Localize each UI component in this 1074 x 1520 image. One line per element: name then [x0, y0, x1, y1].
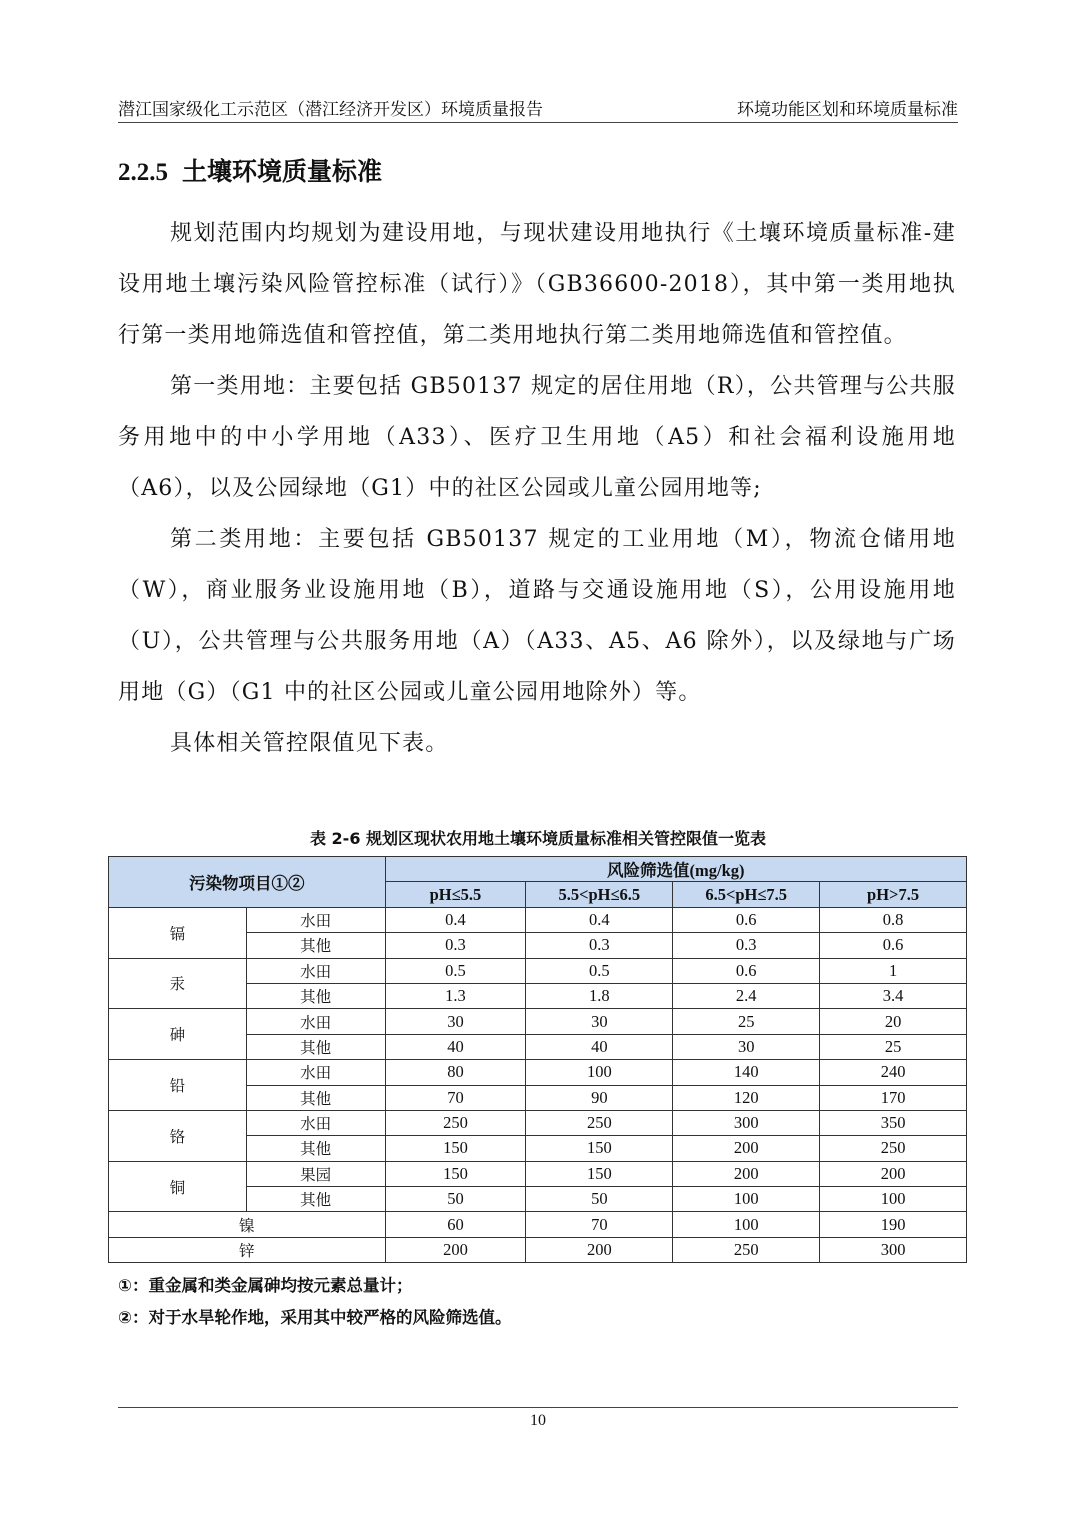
header-ph: pH≤5.5: [385, 882, 526, 907]
value-cell: 150: [526, 1161, 673, 1186]
value-cell: 2.4: [673, 983, 820, 1008]
value-cell: 25: [673, 1009, 820, 1034]
value-cell: 25: [820, 1034, 967, 1059]
note: ①：重金属和类金属砷均按元素总量计；: [118, 1276, 413, 1295]
value-cell: 0.3: [385, 933, 526, 958]
section-number: 2.2.5: [118, 159, 168, 186]
value-cell: 0.6: [820, 933, 967, 958]
value-cell: 0.4: [385, 907, 526, 932]
value-cell: 0.3: [526, 933, 673, 958]
pollutant-cell: 锌: [109, 1237, 386, 1262]
value-cell: 200: [820, 1161, 967, 1186]
value-cell: 200: [673, 1161, 820, 1186]
footer-rule: [118, 1407, 958, 1408]
value-cell: 150: [385, 1136, 526, 1161]
value-cell: 0.5: [385, 958, 526, 983]
value-cell: 300: [820, 1237, 967, 1262]
header-left: 潜江国家级化工示范区（潜江经济开发区）环境质量报告: [118, 100, 543, 120]
value-cell: 0.3: [673, 933, 820, 958]
paragraph: 规划范围内均规划为建设用地，与现状建设用地执行《土壤环境质量标准-建设用地土壤污染风险管控标准（试行）》（GB36600-2018），其中第一类用地执行第一类用地筛选值和管控值，第二类用地执行第二类用地筛选值和管控值。: [118, 221, 956, 348]
pollutant-cell: 铬: [109, 1110, 247, 1161]
value-cell: 250: [526, 1110, 673, 1135]
value-cell: 200: [385, 1237, 526, 1262]
land-type-cell: 其他: [246, 1034, 385, 1059]
header-right: 环境功能区划和环境质量标准: [737, 100, 958, 120]
limits-table: [108, 856, 967, 1263]
table-row: [109, 1060, 967, 1085]
header-ph: 5.5<pH≤6.5: [526, 882, 673, 907]
value-cell: 250: [385, 1110, 526, 1135]
pollutant-cell: 铜: [109, 1161, 247, 1212]
table-row: [109, 1161, 967, 1186]
value-cell: 30: [385, 1009, 526, 1034]
value-cell: 120: [673, 1085, 820, 1110]
pollutant-cell: 砷: [109, 1009, 247, 1060]
land-type-cell: 其他: [246, 1187, 385, 1212]
value-cell: 200: [526, 1237, 673, 1262]
paragraph: 第一类用地：主要包括 GB50137 规定的居住用地（R），公共管理与公共服务用地中的中小学用地（A33）、医疗卫生用地（A5）和社会福利设施用地（A6），以及公园绿地（G1）中的社区公园或儿童公园用地等;: [118, 374, 956, 501]
table-row: [109, 958, 967, 983]
land-type-cell: 其他: [246, 1136, 385, 1161]
page-number: 10: [530, 1412, 546, 1429]
value-cell: 50: [385, 1187, 526, 1212]
value-cell: 0.4: [526, 907, 673, 932]
value-cell: 50: [526, 1187, 673, 1212]
value-cell: 300: [673, 1110, 820, 1135]
land-type-cell: 其他: [246, 1085, 385, 1110]
value-cell: 1: [820, 958, 967, 983]
table-body: [109, 907, 967, 1262]
value-cell: 250: [673, 1237, 820, 1262]
pollutant-cell: 铅: [109, 1060, 247, 1111]
value-cell: 70: [526, 1212, 673, 1237]
value-cell: 190: [820, 1212, 967, 1237]
value-cell: 100: [820, 1187, 967, 1212]
value-cell: 150: [526, 1136, 673, 1161]
land-type-cell: 果园: [246, 1161, 385, 1186]
value-cell: 140: [673, 1060, 820, 1085]
land-type-cell: 水田: [246, 1060, 385, 1085]
pollutant-cell: 汞: [109, 958, 247, 1009]
value-cell: 100: [673, 1187, 820, 1212]
land-type-cell: 水田: [246, 1110, 385, 1135]
note: ②：对于水旱轮作地，采用其中较严格的风险筛选值。: [118, 1308, 512, 1327]
body-text: [118, 208, 956, 769]
table-caption: 表 2-6 规划区现状农用地土壤环境质量标准相关管控限值一览表: [309, 829, 767, 848]
header-risk: 风险筛选值(mg/kg): [385, 857, 966, 882]
pollutant-cell: 镍: [109, 1212, 386, 1237]
value-cell: 1.8: [526, 983, 673, 1008]
header-pollutant: 污染物项目①②: [109, 857, 386, 908]
value-cell: 200: [673, 1136, 820, 1161]
page-header: [118, 90, 958, 123]
value-cell: 60: [385, 1212, 526, 1237]
value-cell: 0.8: [820, 907, 967, 932]
table-row: [109, 1237, 967, 1262]
value-cell: 350: [820, 1110, 967, 1135]
value-cell: 100: [673, 1212, 820, 1237]
value-cell: 0.6: [673, 907, 820, 932]
value-cell: 250: [820, 1136, 967, 1161]
value-cell: 30: [526, 1009, 673, 1034]
table-row: [109, 1110, 967, 1135]
land-type-cell: 其他: [246, 983, 385, 1008]
land-type-cell: 水田: [246, 1009, 385, 1034]
value-cell: 150: [385, 1161, 526, 1186]
section-title: 土壤环境质量标准: [182, 157, 383, 186]
value-cell: 30: [673, 1034, 820, 1059]
land-type-cell: 水田: [246, 907, 385, 932]
value-cell: 80: [385, 1060, 526, 1085]
value-cell: 40: [526, 1034, 673, 1059]
land-type-cell: 水田: [246, 958, 385, 983]
value-cell: 1.3: [385, 983, 526, 1008]
value-cell: 3.4: [820, 983, 967, 1008]
value-cell: 0.6: [673, 958, 820, 983]
value-cell: 70: [385, 1085, 526, 1110]
value-cell: 20: [820, 1009, 967, 1034]
header-ph: pH>7.5: [820, 882, 967, 907]
value-cell: 0.5: [526, 958, 673, 983]
table-row: [109, 1009, 967, 1034]
value-cell: 100: [526, 1060, 673, 1085]
table-row: [109, 907, 967, 932]
table-notes: [118, 1270, 511, 1334]
paragraph: 具体相关管控限值见下表。: [170, 731, 449, 756]
value-cell: 170: [820, 1085, 967, 1110]
section-heading: [118, 152, 382, 188]
value-cell: 240: [820, 1060, 967, 1085]
value-cell: 90: [526, 1085, 673, 1110]
header-ph: 6.5<pH≤7.5: [673, 882, 820, 907]
value-cell: 40: [385, 1034, 526, 1059]
pollutant-cell: 镉: [109, 907, 247, 958]
table-row: [109, 1212, 967, 1237]
paragraph: 第二类用地：主要包括 GB50137 规定的工业用地（M），物流仓储用地（W），商业服务业设施用地（B），道路与交通设施用地（S），公用设施用地（U），公共管理与公共服务用地（A）（A33、A5、A6 除外），以及绿地与广场用地（G）（G1 中的社区公园或儿童公园用地除外）等。: [118, 527, 956, 705]
land-type-cell: 其他: [246, 933, 385, 958]
